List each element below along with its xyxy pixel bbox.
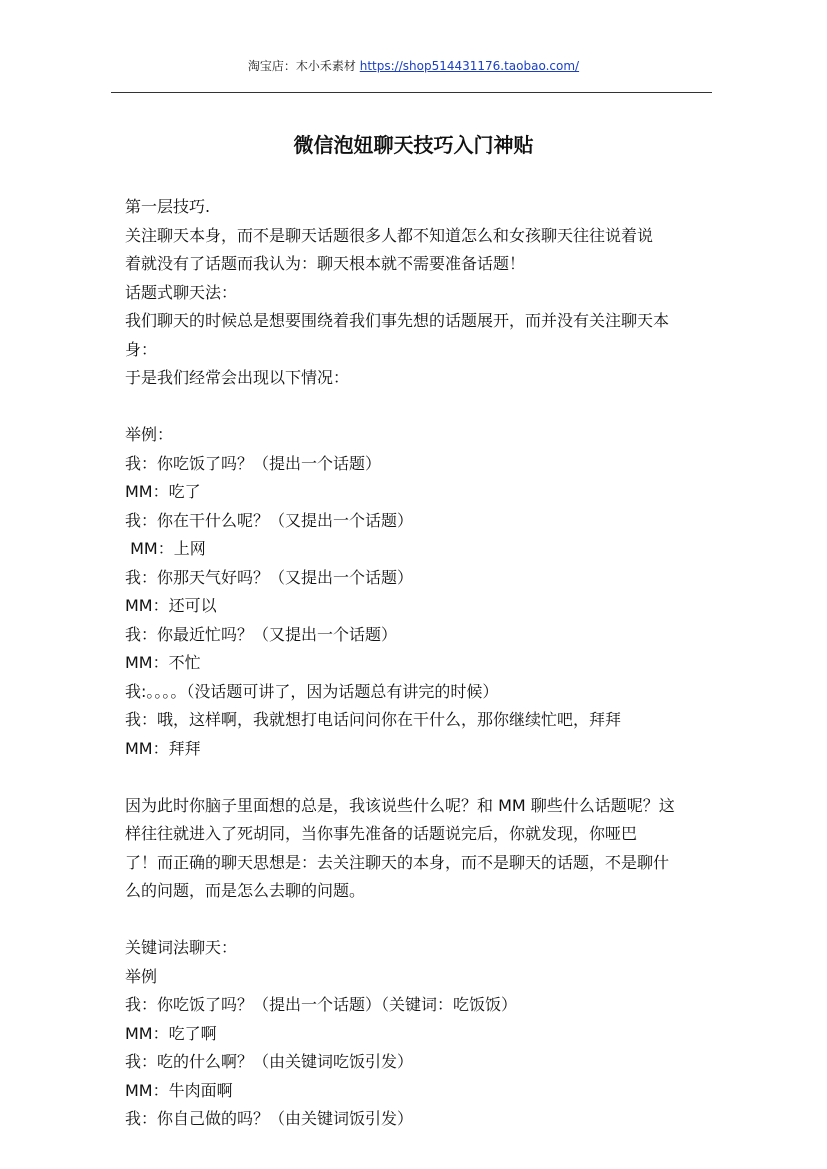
dialogue-line: 我：哦，这样啊，我就想打电话问问你在干什么，那你继续忙吧，拜拜 [125, 710, 622, 729]
section-heading: 第一层技巧. [125, 197, 211, 216]
article-body [125, 193, 710, 1134]
dialogue-line: 我：你那天气好吗？（又提出一个话题） [125, 567, 414, 587]
dialogue-line: MM：还可以 [125, 596, 217, 615]
spacer [125, 906, 710, 935]
analysis-line: 因为此时你脑子里面想的总是，我该说些什么呢？和 MM 聊些什么话题呢？这 [125, 795, 675, 815]
analysis-line: 样往往就进入了死胡同，当你事先准备的话题说完后，你就发现，你哑巴 [125, 824, 638, 843]
dialogue-line: 我：吃的什么啊？（由关键词吃饭引发） [125, 1052, 414, 1071]
page-header [0, 58, 827, 74]
header-divider [111, 92, 712, 93]
dialogue-line: 我：你在干什么呢？（又提出一个话题） [125, 510, 414, 530]
spacer [125, 763, 710, 792]
section-heading: 关键词法聊天： [125, 938, 238, 957]
shop-label: 淘宝店：木小禾素材 [247, 59, 356, 73]
dialogue-line: 我：你吃饭了吗？（提出一个话题）（关键词：吃饭饭） [125, 995, 518, 1014]
method-heading: 话题式聊天法： [125, 282, 238, 302]
page-title: 微信泡妞聊天技巧入门神贴 [293, 133, 534, 157]
dialogue-line: 我：你自己做的吗？（由关键词饭引发） [125, 1109, 414, 1128]
example-label: 举例： [125, 425, 174, 444]
analysis-line: 了！而正确的聊天思想是：去关注聊天的本身，而不是聊天的话题，不是聊什 [125, 852, 670, 872]
dialogue-line: MM：拜拜 [125, 738, 201, 758]
spacer [125, 393, 710, 422]
analysis-line: 么的问题，而是怎么去聊的问题。 [125, 881, 366, 900]
dialogue-line: 我:。。。。（没话题可讲了，因为话题总有讲完的时候） [125, 681, 499, 701]
paragraph-line: 我们聊天的时候总是想要围绕着我们事先想的话题展开，而并没有关注聊天本 [125, 311, 670, 330]
shop-link[interactable]: https://shop514431176.taobao.com/ [359, 59, 580, 73]
dialogue-line: 我：你最近忙吗？（又提出一个话题） [125, 624, 398, 644]
dialogue-line: 我：你吃饭了吗？（提出一个话题） [125, 453, 382, 473]
paragraph-line: 着就没有了话题而我认为：聊天根本就不需要准备话题！ [125, 254, 526, 273]
paragraph-line: 身： [125, 339, 158, 359]
dialogue-line: MM：吃了啊 [125, 1023, 217, 1043]
dialogue-line: MM：不忙 [125, 653, 201, 672]
dialogue-line: MM：吃了 [125, 482, 201, 501]
paragraph-line: 关注聊天本身，而不是聊天话题很多人都不知道怎么和女孩聊天往往说着说 [125, 225, 654, 245]
dialogue-line: MM：牛肉面啊 [125, 1080, 233, 1100]
paragraph-line: 于是我们经常会出现以下情况： [125, 368, 350, 387]
dialogue-line: MM：上网 [125, 539, 206, 558]
example-label: 举例 [125, 966, 158, 986]
